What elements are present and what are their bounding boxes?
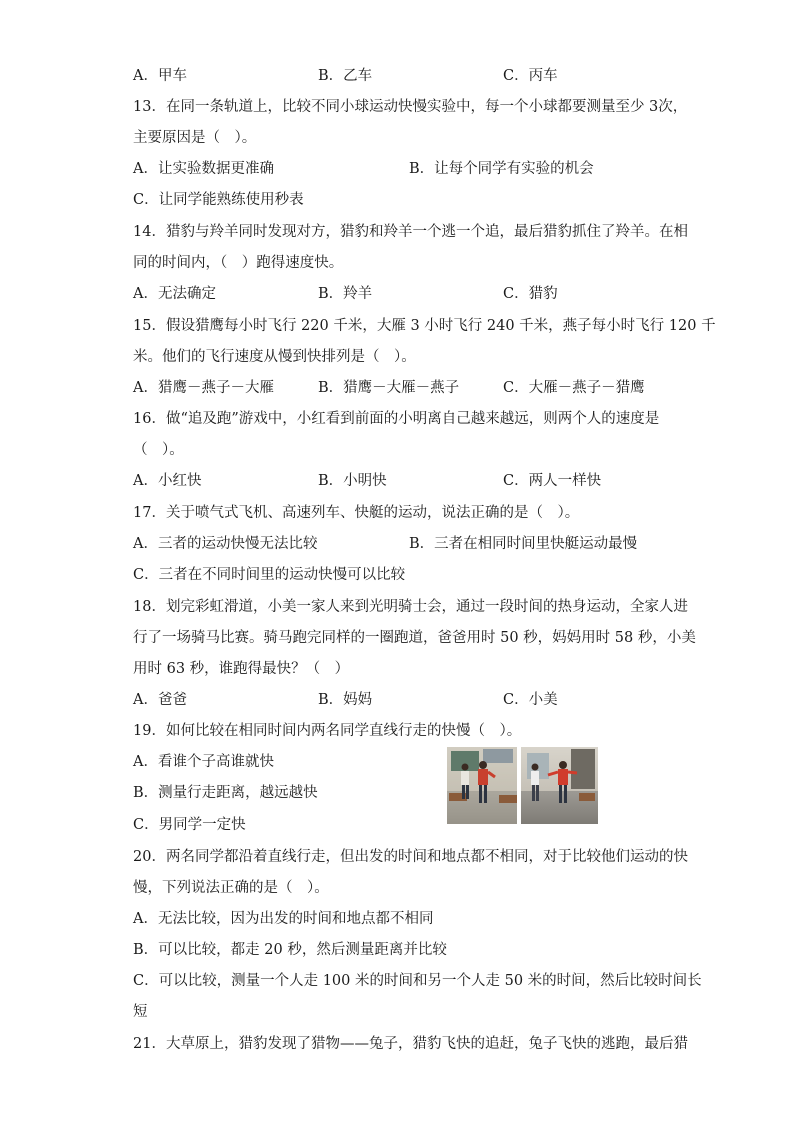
q14-option-b: B．羚羊: [318, 286, 373, 302]
q15-options: [133, 378, 693, 398]
q12-option-b: B．乙车: [318, 68, 373, 84]
q13-option-a: A．让实验数据更准确: [133, 161, 274, 177]
q20-option-c-line2: 短: [133, 1004, 148, 1020]
q20-option-c-line1: C．可以比较，测量一个人走 100 米的时间和另一个人走 50 米的时间，然后比较时间长: [133, 973, 702, 989]
q19-stem-line1: 19．如何比较在相同时间内两名同学直线行走的快慢（ ）。: [133, 723, 522, 739]
q15-option-a: A．猎鹰－燕子－大雁: [133, 380, 274, 396]
q18-stem-line2: 行了一场骑马比赛。骑马跑完同样的一圈跑道，爸爸用时 50 秒，妈妈用时 58 秒，小美: [133, 630, 696, 646]
q20-option-a: A．无法比较，因为出发的时间和地点都不相同: [133, 911, 434, 927]
q20-option-b: B．可以比较，都走 20 秒，然后测量距离并比较: [133, 942, 447, 958]
q13-option-c: C．让同学能熟练使用秒表: [133, 192, 304, 208]
q18-option-a: A．爸爸: [133, 692, 187, 708]
q14-stem-line1: 14．猎豹与羚羊同时发现对方，猎豹和羚羊一个逃一个追，最后猎豹抓住了羚羊。在相: [133, 224, 688, 240]
q16-options: [133, 471, 693, 491]
students-walking-photo-graphic: [447, 747, 598, 824]
q17-option-c: C．三者在不同时间里的运动快慢可以比较: [133, 567, 406, 583]
q17-option-b: B．三者在相同时间里快艇运动最慢: [409, 536, 638, 552]
q13-options: [133, 159, 693, 179]
q17-options: [133, 534, 693, 554]
students-walking-photo: [447, 747, 598, 824]
q14-options: [133, 284, 693, 304]
q12-option-c: C．丙车: [503, 68, 558, 84]
q18-stem-line3: 用时 63 秒，谁跑得最快？（ ）: [133, 661, 350, 677]
q13-option-b: B．让每个同学有实验的机会: [409, 161, 594, 177]
q15-stem-line1: 15．假设猎鹰每小时飞行 220 千米，大雁 3 小时飞行 240 千米，燕子每小时飞行 120 千: [133, 318, 716, 334]
q16-stem-line1: 16．做“追及跑”游戏中，小红看到前面的小明离自己越来越远，则两个人的速度是: [133, 411, 660, 427]
q16-stem-line2: （ ）。: [133, 442, 184, 458]
q15-stem-line2: 米。他们的飞行速度从慢到快排列是（ ）。: [133, 349, 416, 365]
q15-option-c: C．大雁－燕子－猎鹰: [503, 380, 645, 396]
q19-option-b: B．测量行走距离，越远越快: [133, 785, 318, 801]
q14-stem-line2: 同的时间内，（ ）跑得速度快。: [133, 255, 344, 271]
q14-option-a: A．无法确定: [133, 286, 216, 302]
q12-options: [133, 66, 693, 86]
q16-option-a: A．小红快: [133, 473, 202, 489]
q21-stem-line1: 21．大草原上，猎豹发现了猎物——兔子，猎豹飞快的追赶，兔子飞快的逃跑，最后猎: [133, 1036, 688, 1052]
q18-option-b: B．妈妈: [318, 692, 373, 708]
q12-option-a: A．甲车: [133, 68, 187, 84]
q18-option-c: C．小美: [503, 692, 558, 708]
q20-stem-line2: 慢，下列说法正确的是（ ）。: [133, 880, 329, 896]
q17-option-a: A．三者的运动快慢无法比较: [133, 536, 318, 552]
q17-stem-line1: 17．关于喷气式飞机、高速列车、快艇的运动，说法正确的是（ ）。: [133, 505, 580, 521]
q15-option-b: B．猎鹰－大雁－燕子: [318, 380, 460, 396]
q13-stem-line1: 13．在同一条轨道上，比较不同小球运动快慢实验中，每一个小球都要测量至少 3次，: [133, 99, 688, 115]
q13-stem-line2: 主要原因是（ ）。: [133, 130, 257, 146]
q18-options: [133, 690, 693, 710]
q20-stem-line1: 20．两名同学都沿着直线行走，但出发的时间和地点都不相同，对于比较他们运动的快: [133, 849, 688, 865]
q14-option-c: C．猎豹: [503, 286, 558, 302]
q18-stem-line1: 18．划完彩虹滑道，小美一家人来到光明骑士会，通过一段时间的热身运动，全家人进: [133, 599, 688, 615]
q16-option-c: C．两人一样快: [503, 473, 602, 489]
q19-option-a: A．看谁个子高谁就快: [133, 754, 274, 770]
q19-option-c: C．男同学一定快: [133, 817, 246, 833]
q16-option-b: B．小明快: [318, 473, 387, 489]
